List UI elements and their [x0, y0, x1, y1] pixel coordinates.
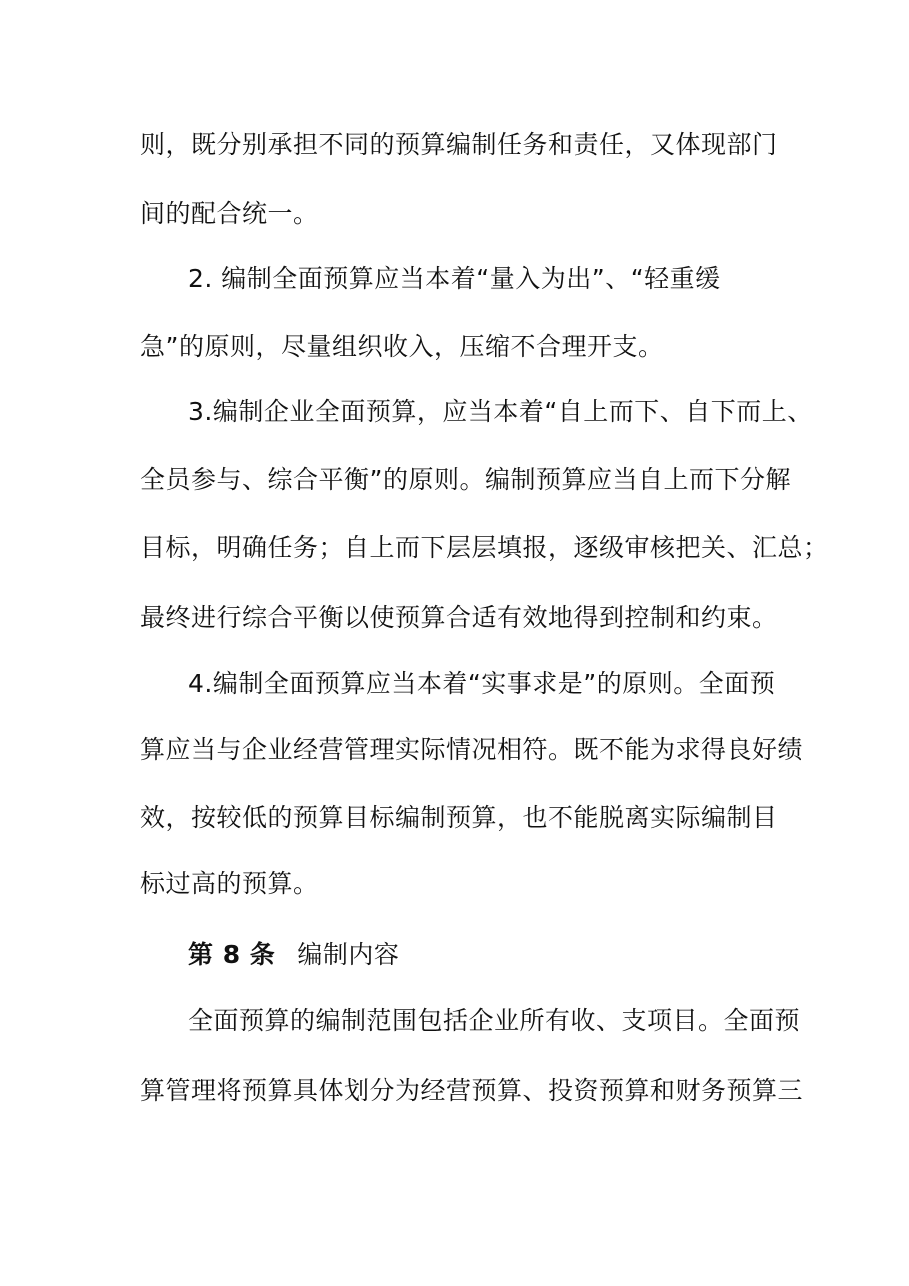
paragraph-line: 算管理将预算具体划分为经营预算、投资预算和财务预算三 [140, 1076, 804, 1105]
paragraph-line: 全面预算的编制范围包括企业所有收、支项目。全面预 [188, 1006, 801, 1035]
paragraph-line: 效，按较低的预算目标编制预算，也不能脱离实际编制目 [140, 803, 778, 832]
paragraph-line: 2. 编制全面预算应当本着“量入为出”、“轻重缓 [188, 264, 721, 293]
paragraph-line: 最终进行综合平衡以使预算合适有效地得到控制和约束。 [140, 603, 778, 632]
article-number: 第 8 条 [188, 940, 276, 969]
paragraph-line: 标过高的预算。 [140, 869, 319, 898]
paragraph-line: 目标，明确任务；自上而下层层填报，逐级审核把关、汇总； [140, 533, 829, 562]
paragraph-line: 则，既分别承担不同的预算编制任务和责任，又体现部门 [140, 130, 778, 159]
article-heading [188, 938, 828, 972]
paragraph-line: 全员参与、综合平衡”的原则。编制预算应当自上而下分解 [140, 465, 791, 494]
paragraph-line: 间的配合统一。 [140, 199, 319, 228]
paragraph-line: 急”的原则，尽量组织收入，压缩不合理开支。 [140, 332, 664, 361]
paragraph-line: 3.编制企业全面预算，应当本着“自上而下、自下而上、 [188, 397, 813, 426]
article-title: 编制内容 [297, 940, 400, 969]
paragraph-line: 4.编制全面预算应当本着“实事求是”的原则。全面预 [188, 669, 776, 698]
paragraph-line: 算应当与企业经营管理实际情况相符。既不能为求得良好绩 [140, 735, 804, 764]
